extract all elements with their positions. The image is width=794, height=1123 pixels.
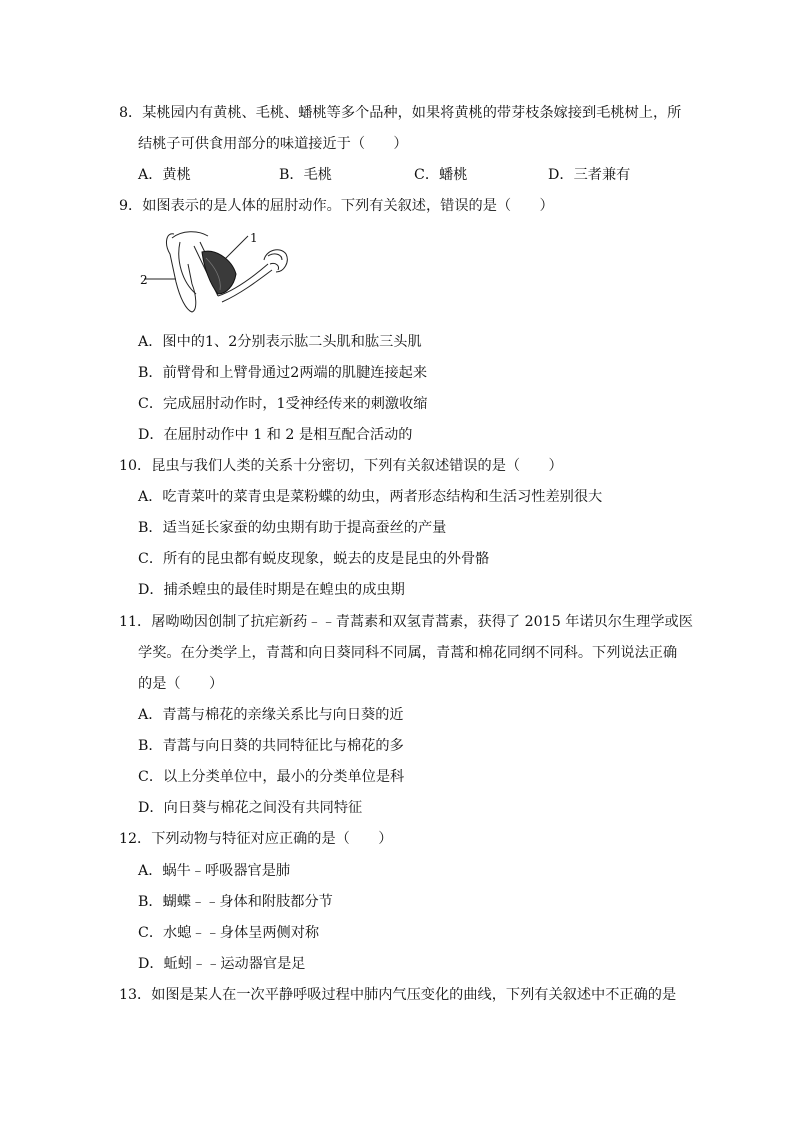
figure-label-2: 2 <box>140 273 148 287</box>
q10-option-b[interactable]: B．适当延长家蚕的幼虫期有助于提高蚕丝的产量 <box>138 520 447 536</box>
q9-option-a[interactable]: A．图中的1、2分别表示肱二头肌和肱三头肌 <box>138 334 422 350</box>
q9-option-b[interactable]: B．前臂骨和上臂骨通过2两端的肌腱连接起来 <box>138 365 428 381</box>
q11-option-c[interactable]: C．以上分类单位中，最小的分类单位是科 <box>138 769 405 785</box>
q12-option-a[interactable]: A．蜗牛﹣呼吸器官是肺 <box>138 863 291 879</box>
q11-option-d[interactable]: D．向日葵与棉花之间没有共同特征 <box>138 800 363 816</box>
q8-stem-line2: 结桃子可供食用部分的味道接近于（ ） <box>138 136 408 152</box>
q11-stem-line1: 11．屠呦呦因创制了抗疟新药﹣﹣青蒿素和双氢青蒿素，获得了 2015 年诺贝尔生理学或医 <box>119 614 693 630</box>
q13-stem: 13．如图是某人在一次平静呼吸过程中肺内气压变化的曲线，下列有关叙述中不正确的是 <box>119 987 677 1003</box>
q8-option-d[interactable]: D．三者兼有 <box>548 167 631 183</box>
q10-option-d[interactable]: D．捕杀蝗虫的最佳时期是在蝗虫的成虫期 <box>138 582 405 598</box>
q9-option-d[interactable]: D．在屈肘动作中 1 和 2 是相互配合活动的 <box>138 427 413 443</box>
q12-option-d[interactable]: D．蚯蚓﹣﹣运动器官是足 <box>138 956 306 972</box>
q9-stem: 9．如图表示的是人体的屈肘动作。下列有关叙述，错误的是（ ） <box>119 198 554 214</box>
figure-label-1: 1 <box>250 231 258 245</box>
q10-option-c[interactable]: C．所有的昆虫都有蜕皮现象，蜕去的皮是昆虫的外骨骼 <box>138 551 490 567</box>
q11-option-b[interactable]: B．青蒿与向日葵的共同特征比与棉花的多 <box>138 738 404 754</box>
q8-option-a[interactable]: A．黄桃 <box>138 167 191 183</box>
q10-stem: 10．昆虫与我们人类的关系十分密切，下列有关叙述错误的是（ ） <box>119 458 563 474</box>
q12-stem: 12．下列动物与特征对应正确的是（ ） <box>119 831 393 847</box>
biceps-muscle <box>202 251 236 294</box>
q12-option-b[interactable]: B．蝴蝶﹣﹣身体和附肢都分节 <box>138 894 333 910</box>
q11-stem-line2: 学奖。在分类学上，青蒿和向日葵同科不同属，青蒿和棉花同纲不同科。下列说法正确 <box>138 645 678 661</box>
q11-stem-line3: 的是（ ） <box>138 676 224 692</box>
q8-stem-line1: 8．某桃园内有黄桃、毛桃、蟠桃等多个品种，如果将黄桃的带芽枝条嫁接到毛桃树上，所 <box>119 105 682 121</box>
q10-option-a[interactable]: A．吃青菜叶的菜青虫是菜粉蝶的幼虫，两者形态结构和生活习性差别很大 <box>138 489 603 505</box>
q8-option-b[interactable]: B．毛桃 <box>279 167 332 183</box>
q12-option-c[interactable]: C．水螅﹣﹣身体呈两侧对称 <box>138 925 320 941</box>
q9-option-c[interactable]: C．完成屈肘动作时，1受神经传来的刺激收缩 <box>138 396 428 412</box>
elbow-flexion-figure <box>136 224 292 316</box>
q11-option-a[interactable]: A．青蒿与棉花的亲缘关系比与向日葵的近 <box>138 707 404 723</box>
q8-option-c[interactable]: C．蟠桃 <box>414 167 468 183</box>
